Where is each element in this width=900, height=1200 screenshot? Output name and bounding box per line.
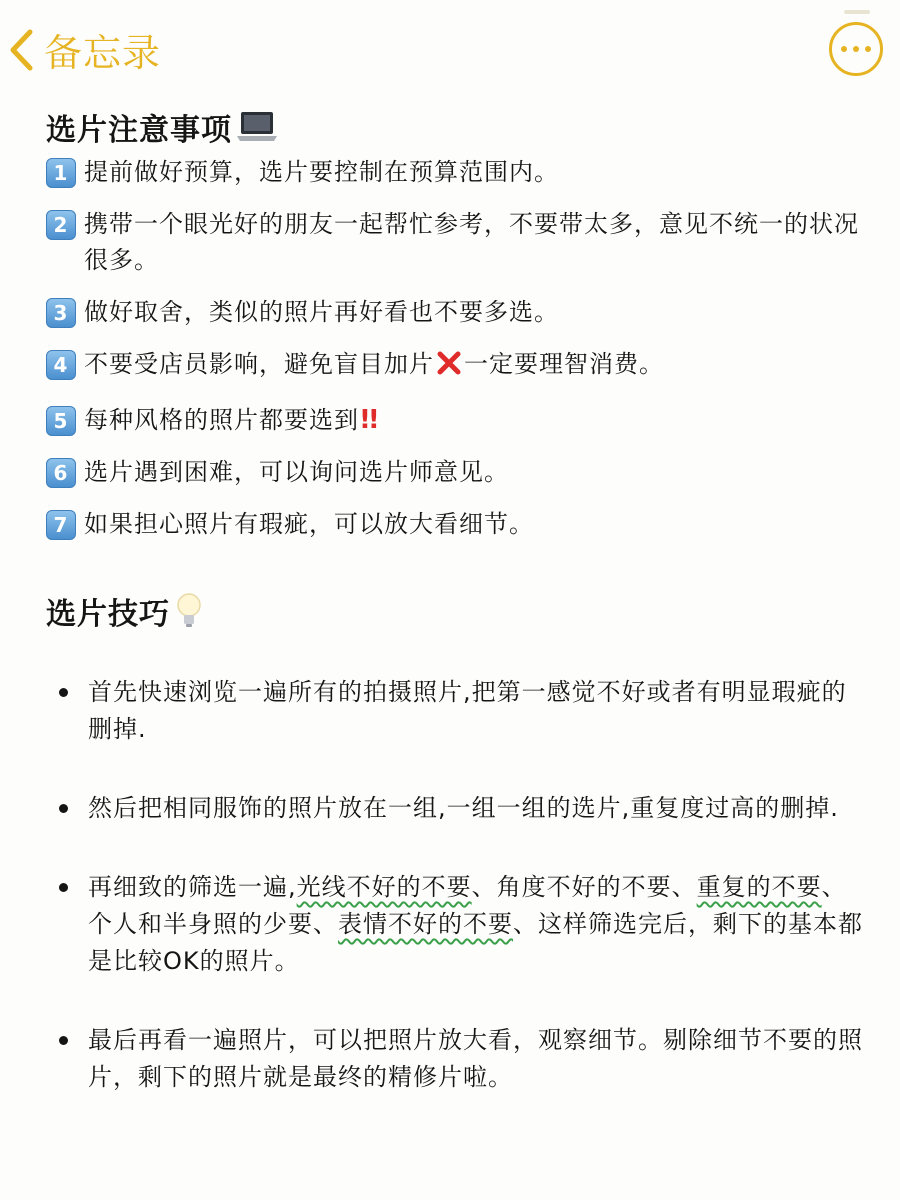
list-item [46,402,866,438]
number-1-icon: 1 [46,158,76,188]
list-item-text: 首先快速浏览一遍所有的拍摄照片,把第一感觉不好或者有明显瑕疵的删掉. [88,678,847,743]
light-bulb-icon [174,591,204,631]
number-7-icon: 7 [46,510,76,540]
list-item-text-part: 、角度不好的不要、 [471,873,697,901]
list-item [46,346,866,386]
highlighted-text: 光线不好的不要 [296,873,472,901]
tips-list [46,674,866,1096]
highlighted-text: 重复的不要 [696,873,822,901]
section-title-text: 选片注意事项 [46,113,232,148]
list-item [46,454,866,490]
list-item-text: 然后把相同服饰的照片放在一组,一组一组的选片,重复度过高的删掉. [88,794,839,822]
list-item [46,869,866,980]
more-options-button[interactable] [829,22,883,76]
top-bar [0,0,900,100]
back-label: 备忘录 [44,31,162,75]
list-item [46,154,866,190]
back-button[interactable] [8,22,161,77]
list-item [46,206,866,278]
list-item-text: 携带一个眼光好的朋友一起帮忙参考，不要带太多，意见不统一的状况很多。 [84,210,859,274]
list-item-text [84,346,866,386]
list-item-text [84,402,866,438]
section-title-text: 选片技巧 [46,597,170,632]
list-item [46,674,866,748]
list-item-text-part: 、这样筛选完后，剩下的基本都是比较OK的照片。 [88,910,863,975]
highlighted-text: 表情不好的不要 [338,910,513,938]
list-item-text: 如果担心照片有瑕疵，可以放大看细节。 [84,510,534,538]
list-item-text-part: 不要受店员影响，避免盲目加片 [84,350,434,378]
precautions-list [46,154,866,542]
number-3-icon: 3 [46,298,76,328]
section-title [46,102,866,152]
dot-icon [841,46,847,52]
list-item-text-part: 再细致的筛选一遍, [88,873,297,901]
number-6-icon: 6 [46,458,76,488]
number-5-icon: 5 [46,406,76,436]
list-item-text-part: 每种风格的照片都要选到 [84,406,359,434]
list-item-text: 提前做好预算，选片要控制在预算范围内。 [84,158,559,186]
double-exclamation-icon: !! [359,405,377,435]
number-4-icon: 4 [46,350,76,380]
dot-icon [853,46,859,52]
list-item-text: 做好取舍，类似的照片再好看也不要多选。 [84,298,559,326]
list-item [46,506,866,542]
cross-mark-icon [436,350,462,386]
section-title [46,586,866,636]
list-item-text: 最后再看一遍照片，可以把照片放大看，观察细节。剔除细节不要的照片，剩下的照片就是最终的精修片啦。 [88,1026,863,1091]
note-body[interactable] [46,102,866,1138]
list-item-text: 选片遇到困难，可以询问选片师意见。 [84,458,509,486]
number-2-icon: 2 [46,210,76,240]
laptop-icon [236,110,278,144]
list-item-text-part: 、个人和半身照的少要、 [88,873,847,938]
chevron-left-icon [8,28,34,72]
list-item [46,1022,866,1096]
list-item-text-part: 一定要理智消费。 [464,350,664,378]
status-indicator [844,10,870,14]
list-item [46,790,866,827]
dot-icon [865,46,871,52]
list-item [46,294,866,330]
